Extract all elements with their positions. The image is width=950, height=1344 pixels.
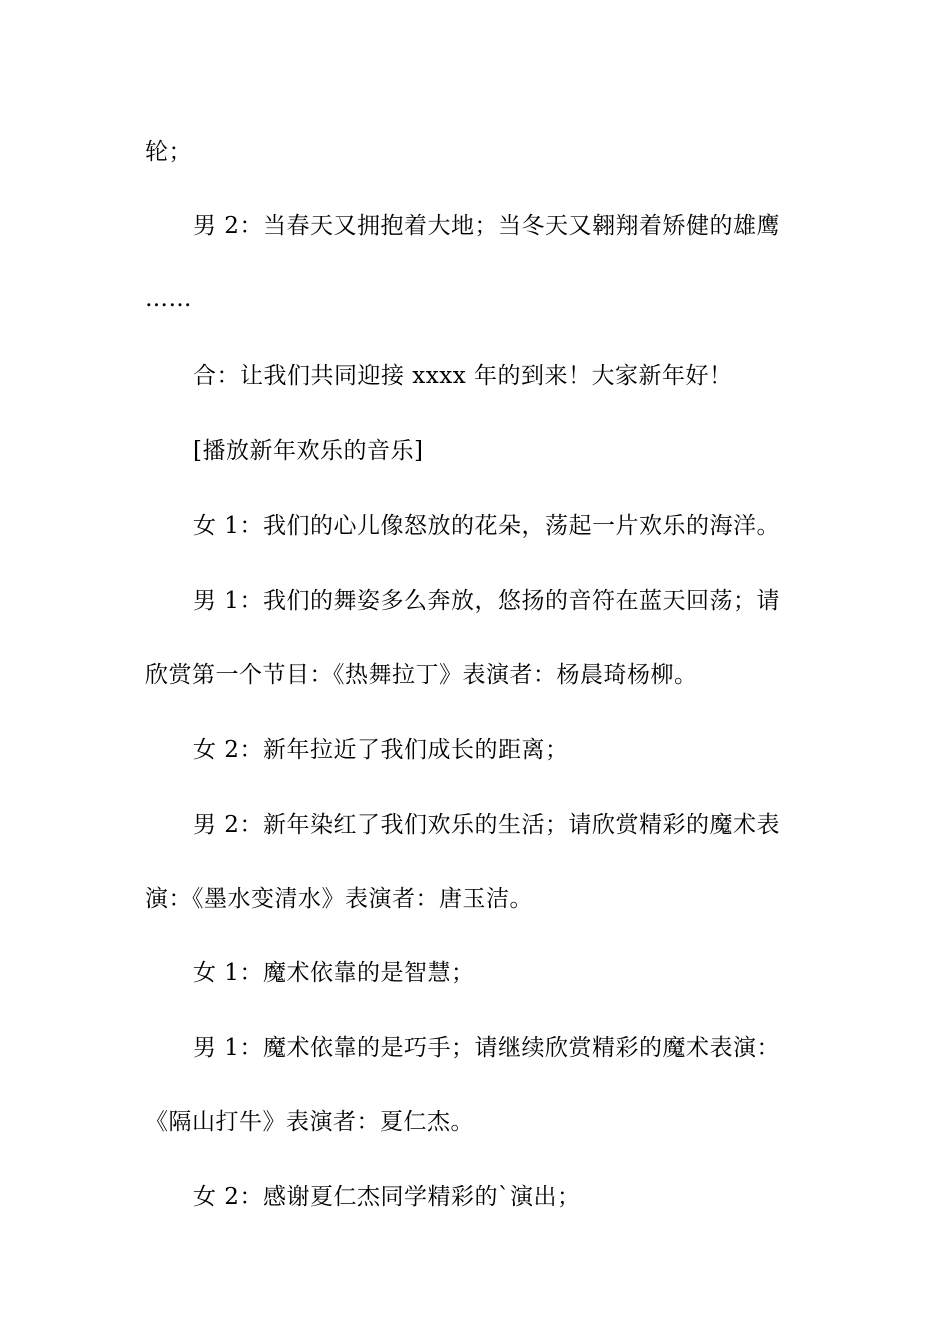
dialogue-line: 男 1：我们的舞姿多么奔放，悠扬的音符在蓝天回荡；请	[193, 588, 780, 614]
text-line: 演：《墨水变清水》表演者：唐玉洁。	[145, 886, 533, 912]
text-line: ……	[145, 286, 192, 312]
dialogue-line: 女 2：感谢夏仁杰同学精彩的`演出；	[193, 1184, 581, 1210]
dialogue-line: 男 1：魔术依靠的是巧手；请继续欣赏精彩的魔术表演：	[193, 1035, 780, 1061]
dialogue-line: 女 1：魔术依靠的是智慧；	[193, 960, 475, 986]
text-line: 《隔山打牛》表演者：夏仁杰。	[145, 1109, 474, 1135]
text-line: 欣赏第一个节目：《热舞拉丁》表演者：杨晨琦杨柳。	[145, 662, 698, 688]
dialogue-line: 女 2：新年拉近了我们成长的距离；	[193, 737, 569, 763]
dialogue-line: 男 2：当春天又拥抱着大地；当冬天又翱翔着矫健的雄鹰	[193, 213, 780, 239]
dialogue-line: 合：让我们共同迎接 xxxx 年的到来！大家新年好！	[193, 363, 733, 389]
stage-direction: [播放新年欢乐的音乐]	[193, 438, 424, 464]
dialogue-line: 男 2：新年染红了我们欢乐的生活；请欣赏精彩的魔术表	[193, 812, 780, 838]
dialogue-line: 女 1：我们的心儿像怒放的花朵，荡起一片欢乐的海洋。	[193, 513, 780, 539]
text-line: 轮；	[145, 139, 192, 165]
